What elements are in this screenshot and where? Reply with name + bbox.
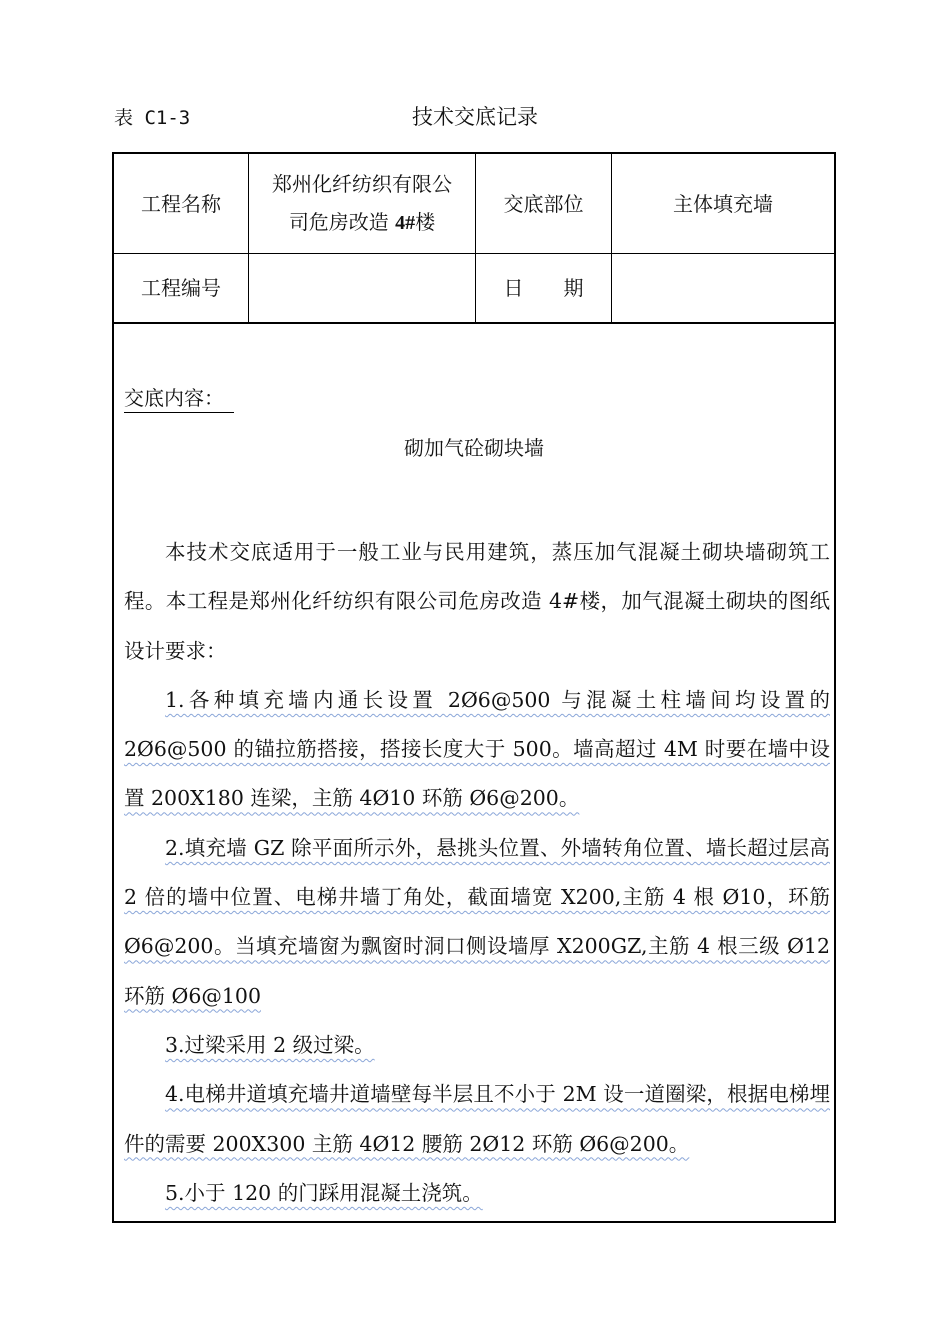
project-name-line2: 司危房改造 4#楼 [288,210,436,234]
document-title: 技术交底记录 [412,105,538,129]
project-number-value [249,254,475,322]
date-label: 日 期 [503,276,584,300]
requirement-item-4: 4.电梯井道填充墙井道墙壁每半层且不小于 2M 设一道圈梁，根据电梯埋件的需要 200X300 主筋 4Ø12 腰筋 2Ø12 环筋 Ø6@200。 [124,1082,830,1156]
location-value: 主体填充墙 [673,191,773,216]
requirement-item-1: 1.各种填充墙内通长设置 2Ø6@500 与混凝土柱墙间均设置的2Ø6@500 的锚拉筋搭接，搭接长度大于 500。墙高超过 4M 时要在墙中设置 200X180 连梁，主筋 4Ø10 环筋 Ø6@200。 [124,687,830,811]
header-content-divider [114,322,834,324]
requirement-item-2: 2.填充墙 GZ 除平面所示外，悬挑头位置、外墙转角位置、墙长超过层高 2 倍的墙中位置、电梯井墙丁角处，截面墙宽 X200,主筋 4 根 Ø10，环筋 Ø6@200。当填充墙窗为飘窗时洞口侧设墙厚 X200GZ,主筋 4 根三级 Ø12 环筋 Ø6@100 [124,835,830,1008]
intro-paragraph: 本技术交底适用于一般工业与民用建筑，蒸压加气混凝土砌块墙砌筑工程。本工程是郑州化纤纺织有限公司危房改造 4#楼，加气混凝土砌块的图纸设计要求： [124,540,830,663]
form-id: 表 C1-3 [114,107,191,129]
project-name-line1: 郑州化纤纺织有限公 [272,172,452,196]
requirement-item-3: 3.过梁采用 2 级过梁。 [165,1032,375,1057]
disclosure-form-table [112,152,836,1223]
content-title: 砌加气砼砌块墙 [404,436,544,460]
location-label: 交底部位 [503,191,584,216]
project-name-label: 工程名称 [141,191,221,216]
project-number-label: 工程编号 [141,276,221,300]
content-label: 交底内容： [124,384,234,413]
content-body [124,528,830,1218]
project-name-value [249,154,475,253]
date-value [612,254,834,322]
requirement-item-5: 5.小于 120 的门踩用混凝土浇筑。 [165,1180,483,1205]
